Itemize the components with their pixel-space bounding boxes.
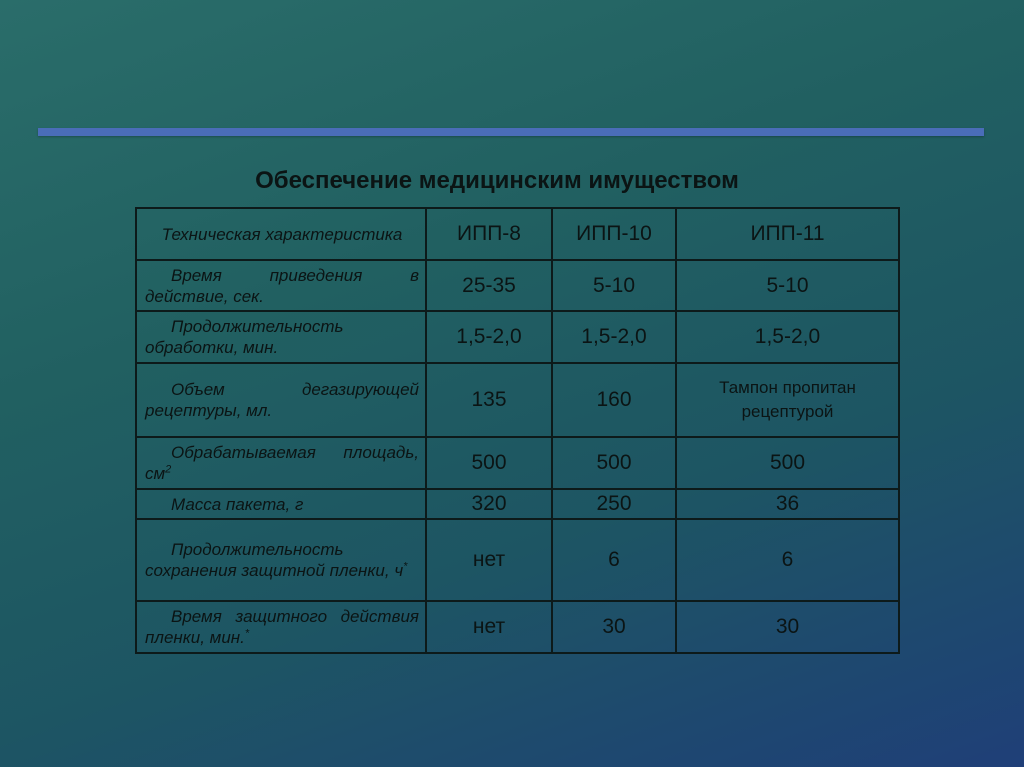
header-ipp10: ИПП-10 [552, 208, 676, 260]
cell-ipp10: 6 [552, 519, 676, 601]
cell-ipp11: 500 [676, 437, 899, 489]
table-row [136, 437, 899, 489]
label-superscript: * [244, 627, 250, 640]
cell-ipp8: 320 [426, 489, 552, 519]
table-row [136, 311, 899, 363]
cell-ipp8: 25-35 [426, 260, 552, 311]
cell-ipp10: 500 [552, 437, 676, 489]
cell-ipp8: нет [426, 519, 552, 601]
row-label: Масса пакета, г [136, 489, 426, 519]
table-row [136, 260, 899, 311]
label-superscript: * [403, 560, 408, 573]
row-label: Продолжительность обработки, мин. [136, 311, 426, 363]
cell-ipp11: Тампон пропитан рецептурой [676, 363, 899, 437]
cell-ipp10: 250 [552, 489, 676, 519]
table-row [136, 489, 899, 519]
header-ipp8: ИПП-8 [426, 208, 552, 260]
row-label: Объем дегазирующей рецептуры, мл. [136, 363, 426, 437]
row-label: Время приведения в действие, сек. [136, 260, 426, 311]
cell-ipp11: 30 [676, 601, 899, 653]
table-row [136, 519, 899, 601]
cell-ipp8: 500 [426, 437, 552, 489]
cell-ipp10: 5-10 [552, 260, 676, 311]
table-row [136, 601, 899, 653]
title-accent-line [38, 128, 984, 136]
label-superscript: 2 [165, 463, 172, 476]
cell-ipp11: 36 [676, 489, 899, 519]
cell-ipp10: 30 [552, 601, 676, 653]
header-ipp11: ИПП-11 [676, 208, 899, 260]
header-characteristic: Техническая характеристика [136, 208, 426, 260]
row-label: Продолжительность сохранения защитной пленки, ч* [136, 519, 426, 601]
cell-ipp10: 160 [552, 363, 676, 437]
cell-ipp8: 135 [426, 363, 552, 437]
cell-ipp11: 5-10 [676, 260, 899, 311]
cell-ipp8: 1,5-2,0 [426, 311, 552, 363]
cell-ipp10: 1,5-2,0 [552, 311, 676, 363]
cell-ipp11: 1,5-2,0 [676, 311, 899, 363]
page-title: Обеспечение медицинским имуществом [255, 167, 739, 194]
specs-table [135, 207, 900, 654]
row-label: Время защитного действия пленки, мин.* [136, 601, 426, 653]
row-label: Обрабатываемая площадь, $см^2$ [136, 437, 426, 489]
cell-ipp8: нет [426, 601, 552, 653]
table-row [136, 363, 899, 437]
table-header-row [136, 208, 899, 260]
cell-ipp11: 6 [676, 519, 899, 601]
